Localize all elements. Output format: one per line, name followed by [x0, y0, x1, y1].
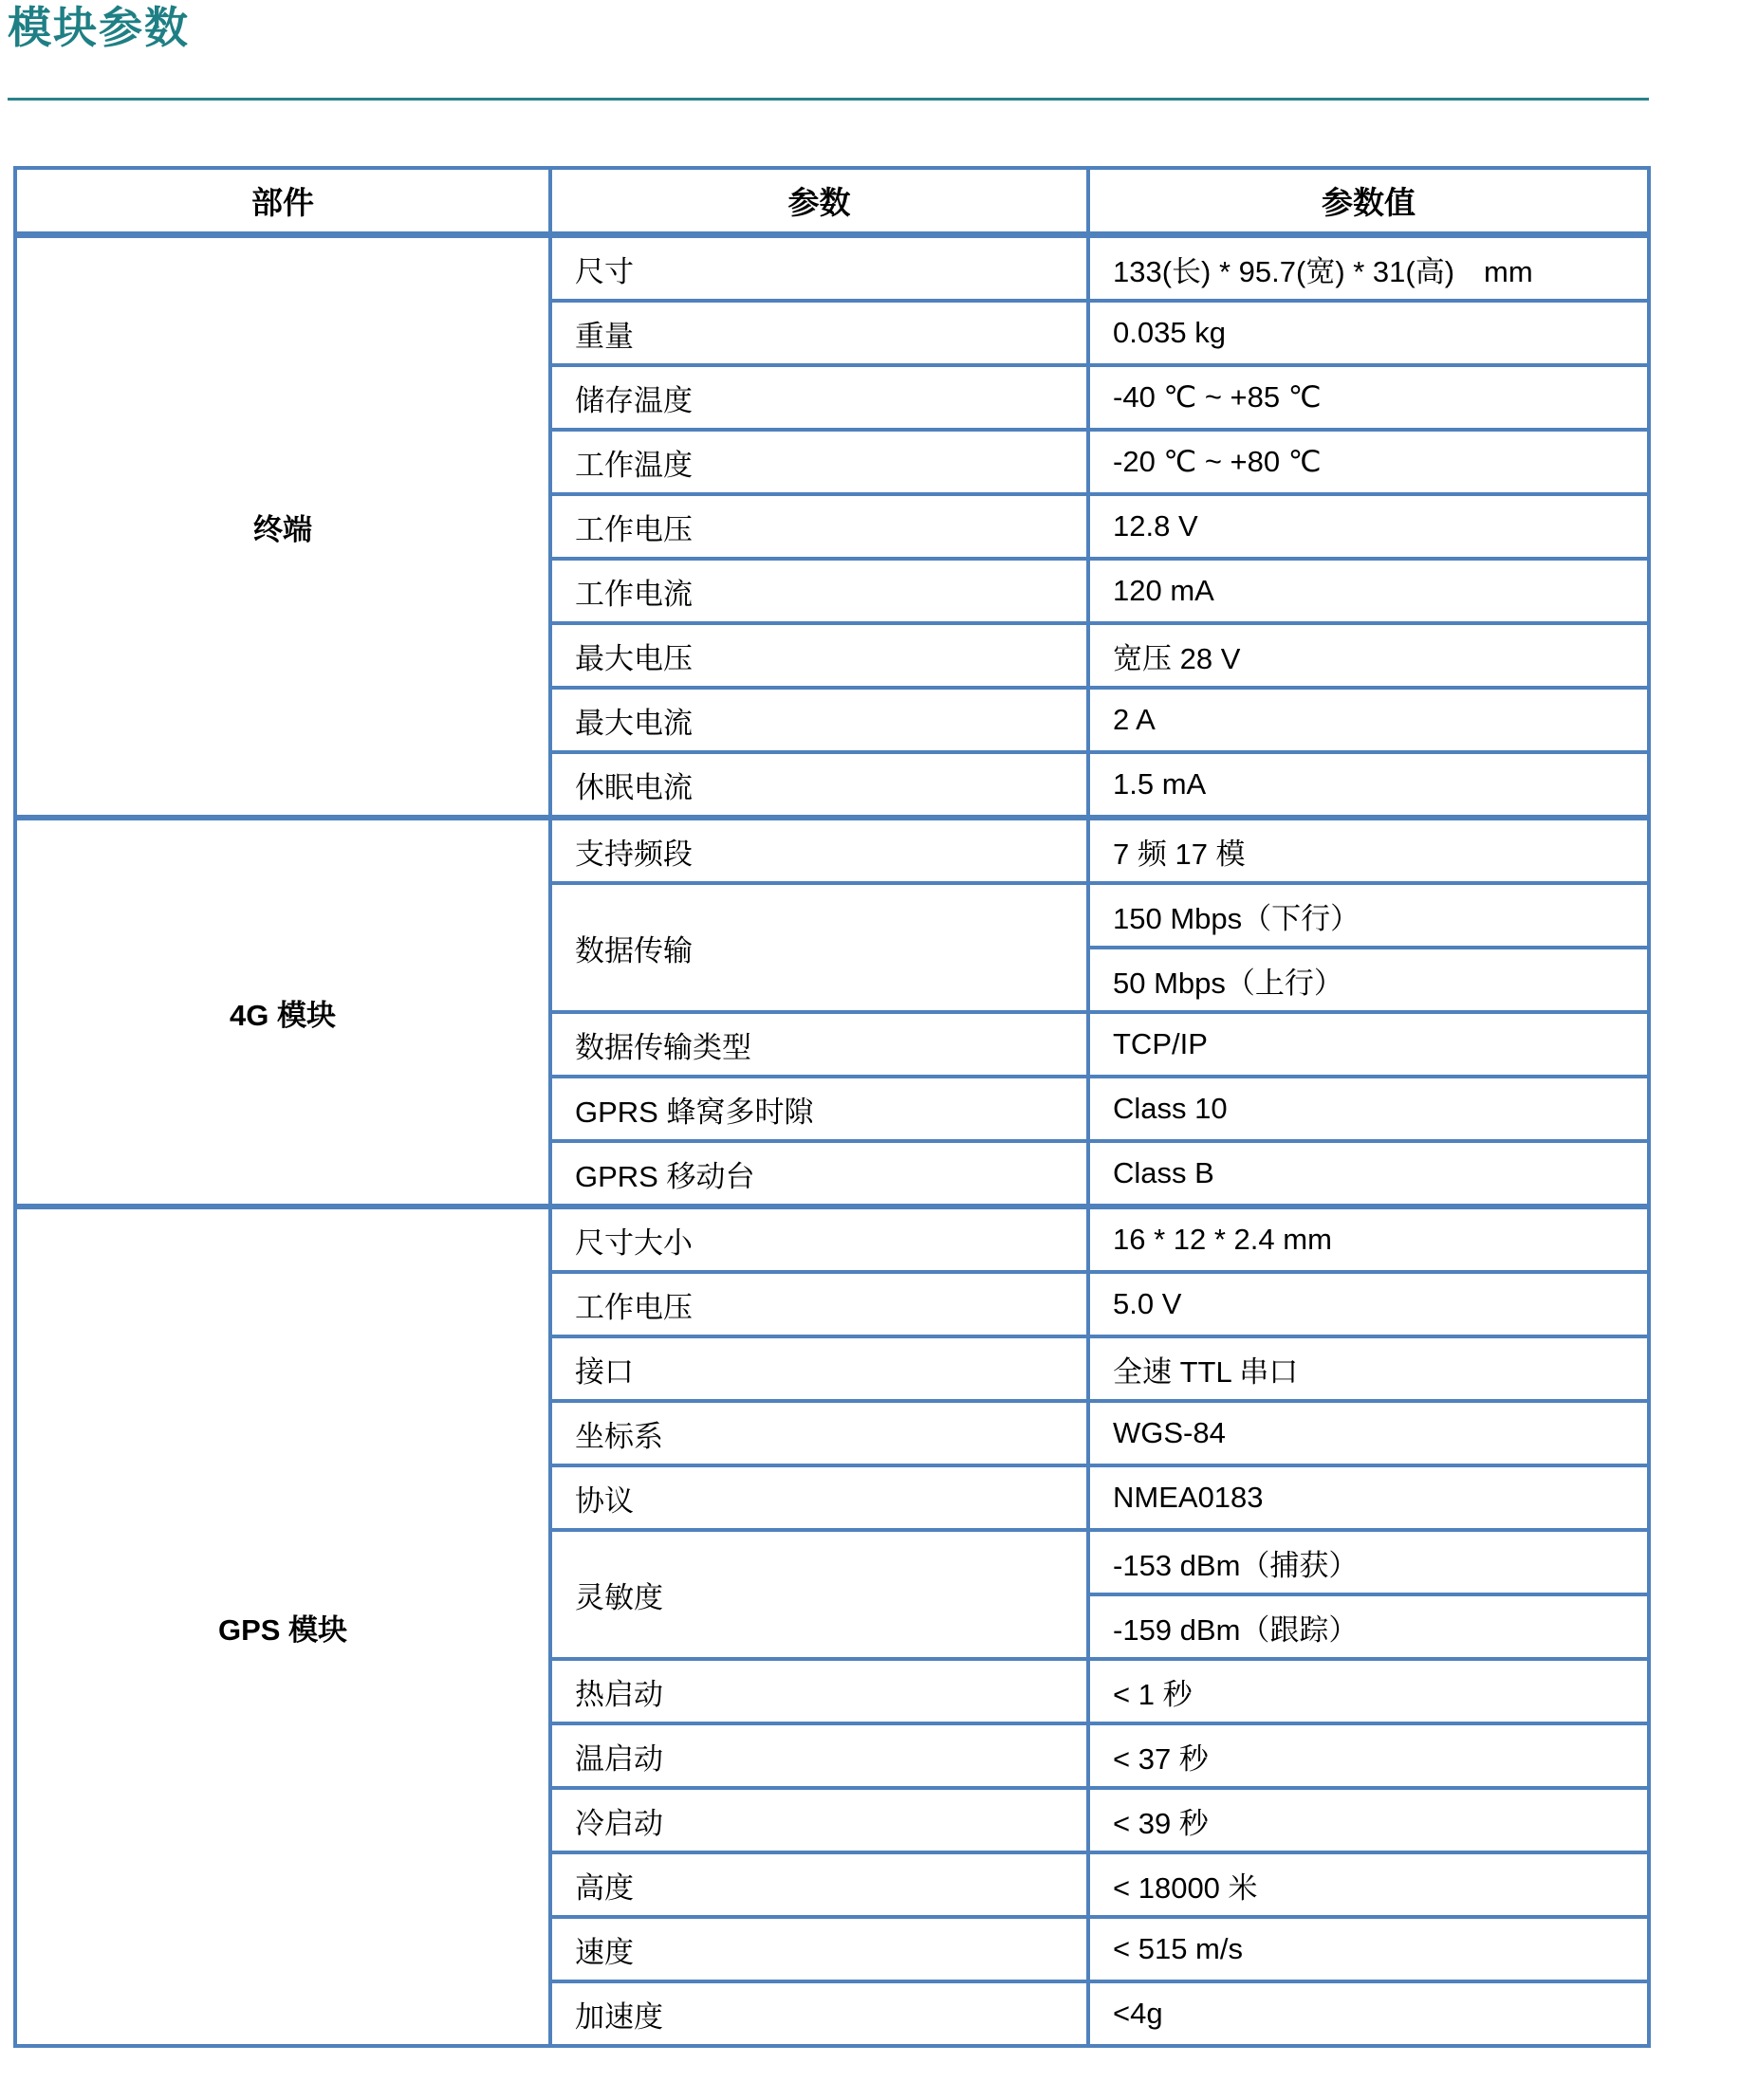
- param-cell: GPRS 蜂窝多时隙: [550, 1077, 1088, 1141]
- value-cell: 1.5 mA: [1088, 752, 1649, 818]
- param-cell: 工作电压: [550, 1272, 1088, 1336]
- param-cell: 接口: [550, 1336, 1088, 1401]
- module-parameters-table: [13, 166, 1651, 2048]
- value-cell: -153 dBm（捕获）: [1088, 1530, 1649, 1594]
- value-cell: < 515 m/s: [1088, 1917, 1649, 1981]
- param-cell: 重量: [550, 301, 1088, 365]
- value-cell: <4g: [1088, 1981, 1649, 2046]
- value-cell: 16 * 12 * 2.4 mm: [1088, 1207, 1649, 1272]
- param-cell: 坐标系: [550, 1401, 1088, 1465]
- value-cell: 宽压 28 V: [1088, 623, 1649, 688]
- table-row: [15, 235, 1649, 302]
- param-cell: 冷启动: [550, 1788, 1088, 1852]
- param-cell: 数据传输: [550, 883, 1088, 1012]
- param-cell: 支持频段: [550, 818, 1088, 883]
- column-header-component: 部件: [15, 168, 550, 235]
- param-cell: 数据传输类型: [550, 1012, 1088, 1077]
- param-cell: 尺寸大小: [550, 1207, 1088, 1272]
- param-cell: 工作温度: [550, 430, 1088, 494]
- param-cell: 灵敏度: [550, 1530, 1088, 1659]
- param-cell: 温启动: [550, 1723, 1088, 1788]
- param-cell: 最大电流: [550, 688, 1088, 752]
- value-cell: Class B: [1088, 1141, 1649, 1207]
- param-cell: 加速度: [550, 1981, 1088, 2046]
- param-cell: 协议: [550, 1465, 1088, 1530]
- param-cell: 工作电流: [550, 559, 1088, 623]
- param-cell: 高度: [550, 1852, 1088, 1917]
- param-cell: 最大电压: [550, 623, 1088, 688]
- value-cell: 0.035 kg: [1088, 301, 1649, 365]
- value-cell: -20 ℃ ~ +80 ℃: [1088, 430, 1649, 494]
- value-cell: 全速 TTL 串口: [1088, 1336, 1649, 1401]
- column-header-value: 参数值: [1088, 168, 1649, 235]
- value-cell: 150 Mbps（下行）: [1088, 883, 1649, 948]
- param-cell: 工作电压: [550, 494, 1088, 559]
- component-cell: GPS 模块: [15, 1207, 550, 2046]
- column-header-parameter: 参数: [550, 168, 1088, 235]
- value-cell: 120 mA: [1088, 559, 1649, 623]
- value-cell: 50 Mbps（上行）: [1088, 948, 1649, 1012]
- param-cell: 储存温度: [550, 365, 1088, 430]
- param-cell: 休眠电流: [550, 752, 1088, 818]
- value-cell: < 1 秒: [1088, 1659, 1649, 1723]
- value-cell: Class 10: [1088, 1077, 1649, 1141]
- param-cell: 速度: [550, 1917, 1088, 1981]
- table-header-row: [15, 168, 1649, 235]
- value-cell: 2 A: [1088, 688, 1649, 752]
- value-cell: -159 dBm（跟踪）: [1088, 1594, 1649, 1659]
- value-cell: 7 频 17 模: [1088, 818, 1649, 883]
- table-row: [15, 1207, 1649, 1272]
- value-cell: 133(长) * 95.7(宽) * 31(高) mm: [1088, 235, 1649, 302]
- value-cell: 12.8 V: [1088, 494, 1649, 559]
- component-cell: 终端: [15, 235, 550, 819]
- title-divider: [8, 98, 1649, 101]
- table-row: [15, 818, 1649, 883]
- value-cell: -40 ℃ ~ +85 ℃: [1088, 365, 1649, 430]
- param-cell: 热启动: [550, 1659, 1088, 1723]
- value-cell: < 39 秒: [1088, 1788, 1649, 1852]
- param-cell: GPRS 移动台: [550, 1141, 1088, 1207]
- value-cell: TCP/IP: [1088, 1012, 1649, 1077]
- value-cell: < 18000 米: [1088, 1852, 1649, 1917]
- value-cell: < 37 秒: [1088, 1723, 1649, 1788]
- value-cell: 5.0 V: [1088, 1272, 1649, 1336]
- value-cell: WGS-84: [1088, 1401, 1649, 1465]
- value-cell: NMEA0183: [1088, 1465, 1649, 1530]
- param-cell: 尺寸: [550, 235, 1088, 302]
- component-cell: 4G 模块: [15, 818, 550, 1207]
- page-title: 模块参数: [8, 3, 190, 52]
